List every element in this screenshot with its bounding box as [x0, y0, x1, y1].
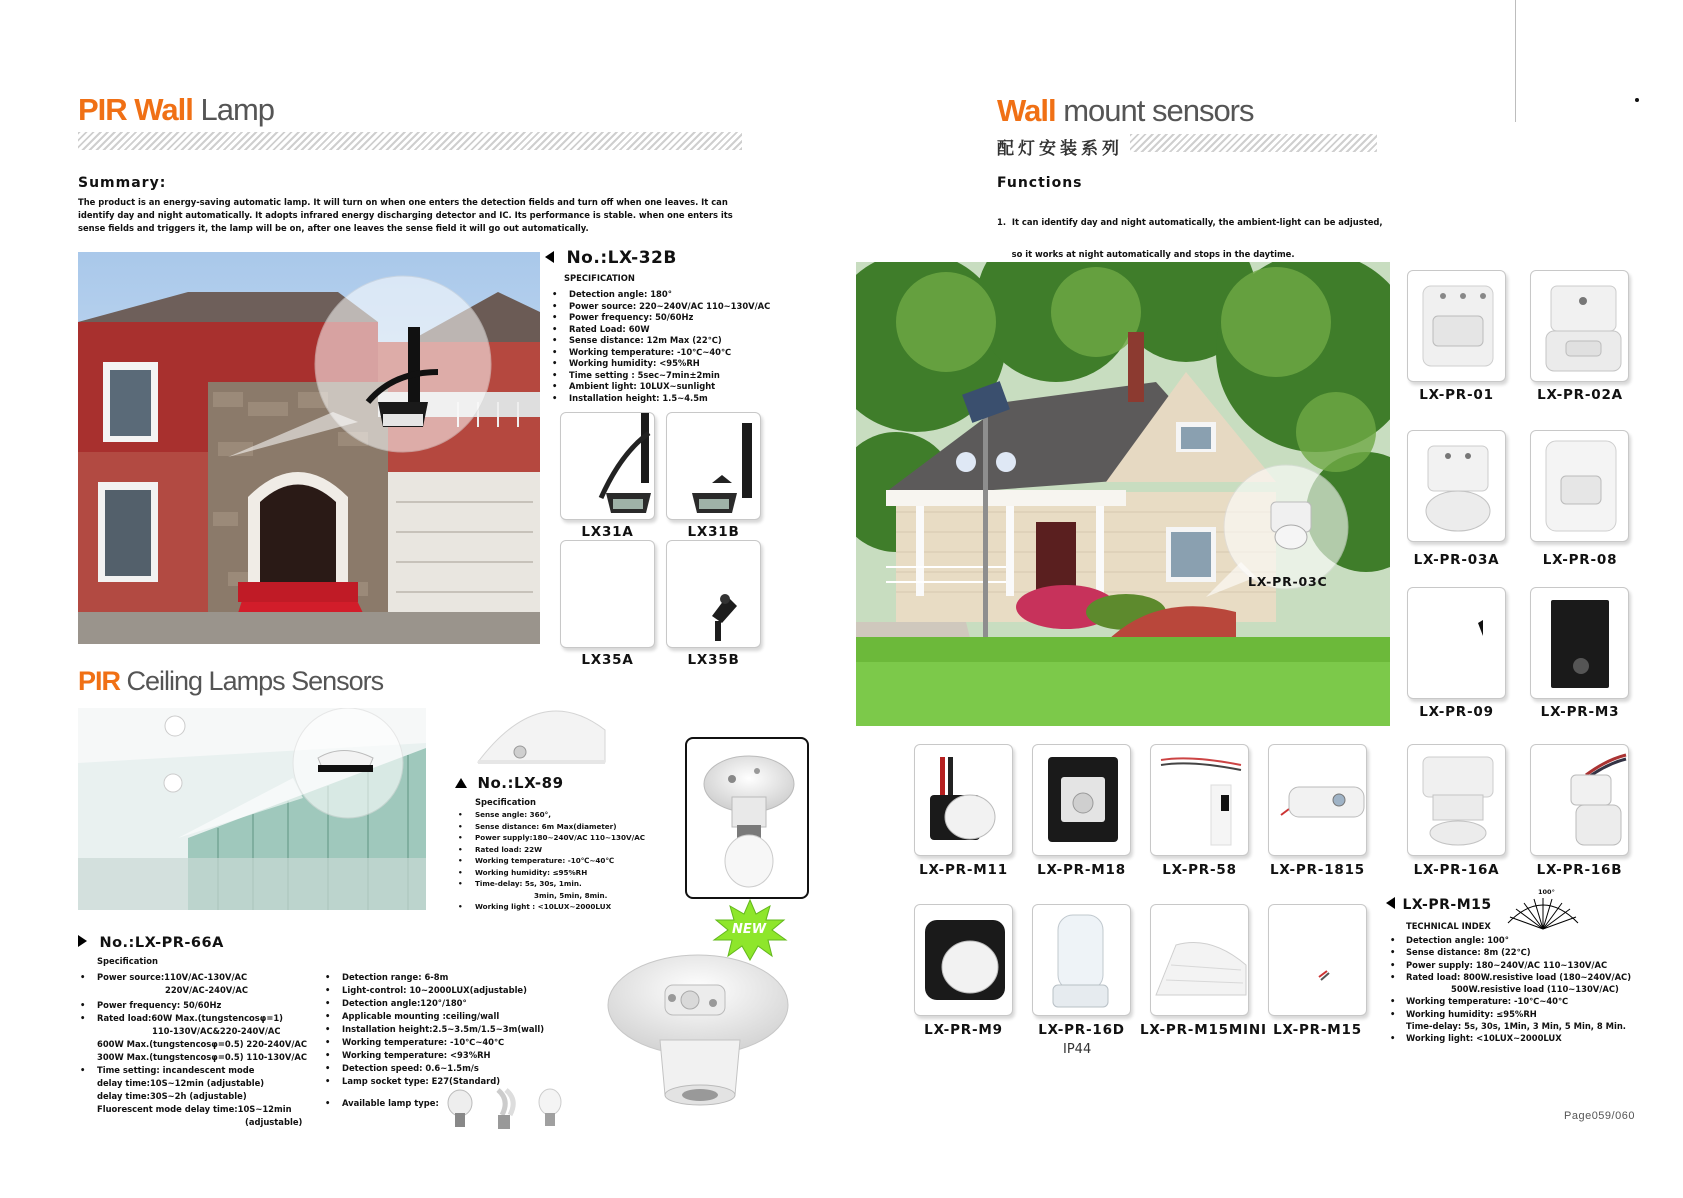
spec-item: • Working temperature: -10℃~40℃ [552, 347, 792, 359]
product-label: LX-PR-16A [1413, 862, 1500, 878]
left-title-accent: PIR Wall [78, 92, 193, 127]
triangle-left-icon [545, 251, 554, 263]
product-lx-pr-58 [1150, 744, 1249, 856]
product-label: LX-PR-M11 [919, 862, 1008, 878]
left-title [78, 92, 274, 128]
product-lx-pr-m18 [1032, 744, 1131, 856]
ceiling-title-rest: Ceiling Lamps Sensors [120, 666, 384, 696]
spec-item-cont: (adjustable) [245, 1117, 303, 1127]
spec-item: • Installation height:2.5~3.5m/1.5~3m(wall) [325, 1023, 565, 1036]
lxpr66a-product-image [600, 945, 790, 1120]
ceiling-title [78, 666, 383, 697]
product-lx-pr-m15mini [1150, 904, 1249, 1016]
product-lx-pr-m9 [914, 904, 1013, 1016]
product-label: LX35B [687, 652, 740, 668]
spec-item: • Sense distance: 8m (22℃) [1390, 947, 1531, 958]
title-rule [78, 132, 742, 150]
angle-label: 100° [1538, 888, 1555, 896]
product-label: LX-PR-58 [1162, 862, 1237, 878]
product-label: LX-PR-M15MINI [1140, 1022, 1267, 1038]
right-title-accent: Wall [997, 93, 1056, 128]
ceiling-title-accent: PIR [78, 666, 121, 696]
spec-item: • Working light : <10LUX~2000LUX [458, 901, 688, 913]
summary-heading: Summary: [78, 175, 167, 191]
lx32b-model [545, 248, 677, 268]
triangle-left-icon [1386, 897, 1395, 909]
product-lx-pr-16a [1407, 744, 1506, 856]
spec-item-cont: Fluorescent mode delay time:10S~12min [97, 1104, 292, 1114]
house-photo [78, 252, 540, 644]
right-subtitle-cn: 配灯安装系列 [997, 139, 1123, 159]
spec-item: • Power source:110V/AC-130V/AC [80, 972, 248, 982]
lx89-model [455, 774, 564, 793]
left-title-rest: Lamp [192, 92, 275, 127]
spec-item: • Light-control: 10~2000LUX(adjustable) [325, 984, 565, 997]
product-lx31b [666, 412, 761, 520]
spec-item: • Detection angle: 100° [1390, 935, 1509, 945]
page-edge-line [1515, 0, 1516, 122]
spec-item: • Working temperature: -10℃~40℃ [458, 855, 688, 867]
spec-item-cont: 500W.resistive load (110~130V/AC) [1451, 984, 1619, 995]
product-label: LX-PR-03A [1413, 552, 1500, 568]
lx32b-spec-list [552, 289, 792, 404]
m15-spec-list [1390, 934, 1680, 1045]
spec-item-cont: 3min, 5min, 8min. [534, 890, 608, 900]
spec-item: • Rated load: 22W [458, 844, 688, 856]
right-title-rest: mount sensors [1055, 93, 1254, 128]
spec-item: • Working humidity: ≤95%RH [458, 867, 688, 879]
ceiling-dome-image [470, 690, 610, 770]
product-lx-pr-m3 [1530, 587, 1629, 699]
spec-item: • Rated load:60W Max.(tungstencosφ=1) [80, 1013, 284, 1023]
lx89-spec-list [458, 809, 688, 913]
spec-item: • Power supply:180~240V/AC 110~130V/AC [458, 832, 688, 844]
spec-item: • Detection range: 6-8m [325, 971, 565, 984]
m15-index-heading: TECHNICAL INDEX [1406, 921, 1491, 931]
spec-item: • Rated load: 800W.resistive load (180~240V/AC) [1390, 971, 1632, 982]
product-label: LX-PR-1815 [1270, 862, 1365, 878]
product-lx-pr-02a [1530, 270, 1629, 382]
m15-model [1386, 896, 1492, 914]
spec-item-cont: 600W Max.(tungstencosφ=0.5) 220-240V/AC [97, 1039, 308, 1049]
triangle-up-icon [455, 778, 467, 788]
product-label: LX35A [581, 652, 634, 668]
product-lx-pr-03a [1407, 430, 1506, 542]
m15-model-label: LX-PR-M15 [1402, 897, 1492, 913]
product-lx-pr-16d [1032, 904, 1131, 1016]
lxpr66a-model-label: No.:LX-PR-66A [99, 935, 224, 951]
product-label: LX-PR-M18 [1037, 862, 1126, 878]
product-label: LX-PR-08 [1542, 552, 1618, 568]
spec-item: • Applicable mounting :ceiling/wall [325, 1010, 565, 1023]
callout-label: LX-PR-03C [1248, 574, 1328, 589]
spec-item: • Ambient light: 10LUX~sunlight [552, 381, 792, 393]
lxpr66a-spec-heading: Specification [97, 956, 158, 966]
product-label: LX-PR-M9 [924, 1022, 1003, 1038]
spec-item: • Working temperature: -10℃~40℃ [325, 1036, 565, 1049]
product-label: LX-PR-02A [1537, 387, 1623, 403]
triangle-right-icon [78, 935, 87, 947]
spec-item-cont: delay time:30S~2h (adjustable) [97, 1091, 247, 1101]
product-lx-pr-1815 [1268, 744, 1367, 856]
product-lx-pr-m15 [1268, 904, 1367, 1016]
lx32b-model-label: No.:LX-32B [566, 248, 677, 268]
lx89-product-frame [685, 737, 809, 899]
spec-item: • Working humidity: <95%RH [552, 358, 792, 370]
spec-item: • Rated Load: 60W [552, 324, 792, 336]
spec-item: • Sense angle: 360°, [458, 809, 688, 821]
page-dot [1635, 98, 1639, 102]
angle-diagram [1506, 888, 1580, 933]
lamp-type-label: • Available lamp type: [325, 1098, 439, 1108]
spec-item: • Power frequency: 50/60Hz [552, 312, 792, 324]
spec-item-cont: 300W Max.(tungstencosφ=0.5) 110-130V/AC [97, 1052, 308, 1062]
product-label: LX-PR-09 [1419, 704, 1494, 720]
spec-item: • Lamp socket type: E27(Standard) [325, 1075, 565, 1088]
product-lx31a [560, 412, 655, 520]
product-lx-pr-08 [1530, 430, 1629, 542]
product-lx35a [560, 540, 655, 648]
spec-item: • Time setting : 5sec~7min±2min [552, 370, 792, 382]
function-item: so it works at night automatically and stops in the daytime. [997, 248, 1295, 259]
spec-item: • Detection speed: 0.6~1.5m/s [325, 1062, 565, 1075]
ip-rating: IP44 [1063, 1042, 1092, 1057]
product-label: LX-PR-M15 [1273, 1022, 1362, 1038]
product-lx35b [666, 540, 761, 648]
right-title [997, 93, 1254, 129]
right-title-rule [1130, 134, 1377, 152]
product-lx-pr-09 [1407, 587, 1506, 699]
spec-item-cont: Time-delay: 5s, 30s, 1Min, 3 Min, 5 Min, 8 Min. [1406, 1021, 1626, 1032]
product-lx-pr-16b [1530, 744, 1629, 856]
spec-item: • Working humidity: ≤95%RH [1390, 1008, 1537, 1019]
lx32b-spec-heading: SPECIFICATION [564, 273, 635, 283]
spec-item: • Working temperature: -10℃~40℃ [1390, 996, 1569, 1007]
spec-item: • Power frequency: 50/60Hz [80, 1000, 222, 1010]
spec-item: • Time setting: incandescent mode [80, 1065, 255, 1075]
spec-item-cont: 110-130V/AC&220-240V/AC [152, 1026, 281, 1036]
spec-item: • Time-delay: 5s, 30s, 1min. [458, 878, 688, 890]
lxpr66a-col2 [325, 971, 565, 1088]
lamp-types-image [440, 1085, 580, 1135]
spec-item: • Sense distance: 12m Max (22℃) [552, 335, 792, 347]
spec-item: • Detection angle: 180° [552, 289, 792, 301]
spec-item: • Installation height: 1.5~4.5m [552, 393, 792, 405]
lx89-model-label: No.:LX-89 [477, 774, 564, 792]
spec-item: • Sense distance: 6m Max(diameter) [458, 821, 688, 833]
spec-item-cont: delay time:10S~12min (adjustable) [97, 1078, 265, 1088]
spec-item-cont: 220V/AC-240V/AC [165, 985, 248, 995]
interior-photo [78, 708, 426, 910]
spec-item: • Working temperature: <93%RH [325, 1049, 565, 1062]
spec-item: • Power supply: 180~240V/AC 110~130V/AC [1390, 959, 1608, 970]
summary-text: The product is an energy-saving automatic lamp. It will turn on when one enters the detection fields and turn off when one leaves. It can identify day and night automatically. It adopts infrared energy discharging detector and IC. Its performance is stable. when one enters its sense fields and triggers it, the lamp will be on, after one leaves the sense field it will go out automatically. [78, 197, 733, 233]
function-item: 1. It can identify day and night automatically, the ambient-light can be adjusted, [997, 217, 1383, 227]
spec-item: • Working light: <10LUX~2000LUX [1390, 1033, 1562, 1044]
lxpr66a-model [78, 934, 224, 952]
spec-item: • Power source: 220~240V/AC 110~130V/AC [552, 301, 792, 313]
product-label: LX31A [581, 524, 634, 540]
product-label: LX-PR-01 [1419, 387, 1494, 403]
garden-house-photo [856, 262, 1390, 726]
product-lx-pr-m11 [914, 744, 1013, 856]
product-label: LX-PR-M3 [1540, 704, 1620, 720]
product-label: LX-PR-16D [1038, 1022, 1125, 1038]
new-badge-label: NEW [732, 922, 767, 937]
product-label: LX-PR-16B [1536, 862, 1623, 878]
page-number: Page059/060 [1564, 1110, 1635, 1122]
spec-item: • Detection angle:120°/180° [325, 997, 565, 1010]
product-label: LX31B [687, 524, 740, 540]
product-lx-pr-01 [1407, 270, 1506, 382]
lx89-spec-heading: Specification [475, 797, 536, 807]
lxpr66a-col1 [80, 971, 340, 1129]
functions-heading: Functions [997, 175, 1083, 191]
